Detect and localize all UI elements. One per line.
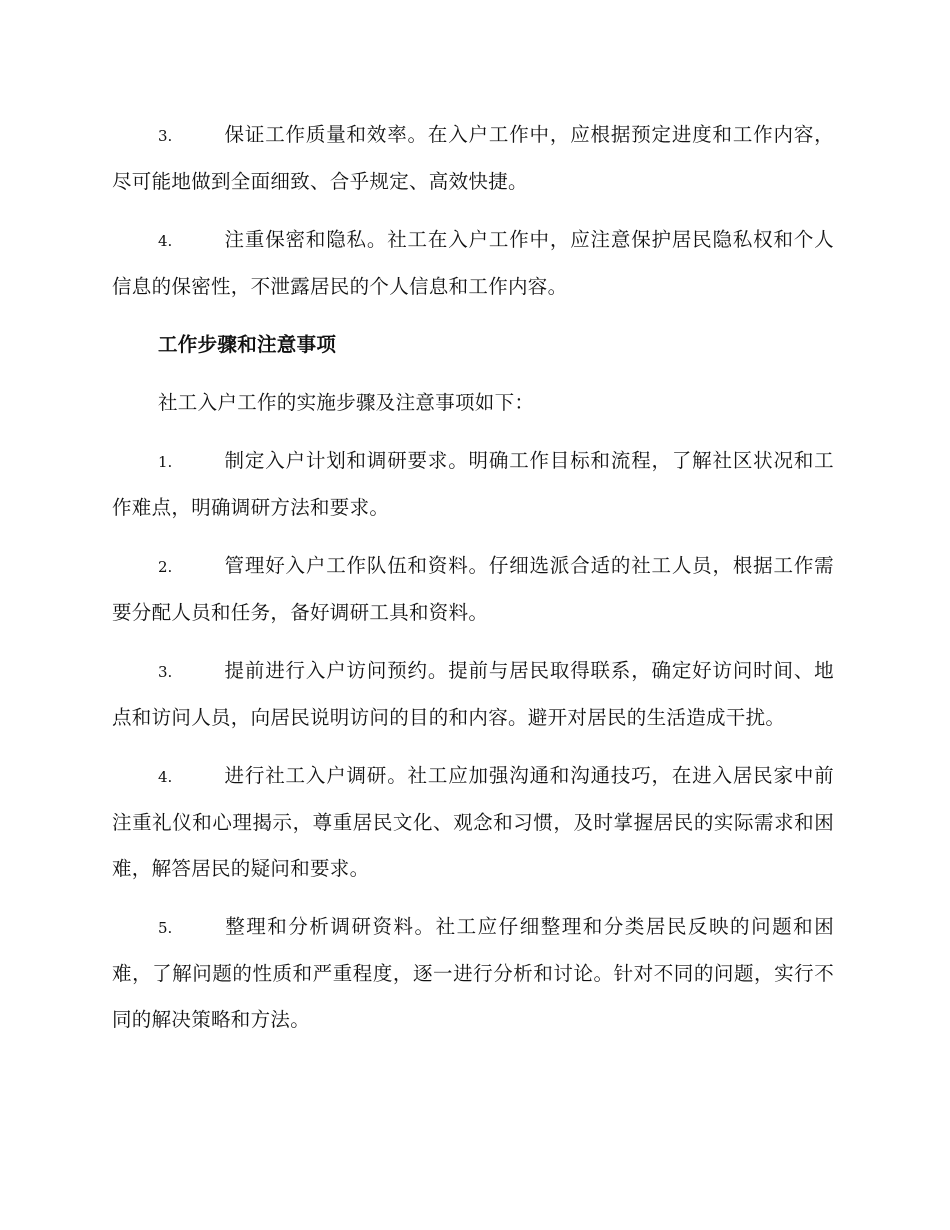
- list-text: 提前进行入户访问预约。提前与居民取得联系，确定好访问时间、地点和访问人员，向居民说明访问的目的和内容。避开对居民的生活造成干扰。: [112, 659, 834, 729]
- list-text: 制定入户计划和调研要求。明确工作目标和流程，了解社区状况和工作难点，明确调研方法和要求。: [112, 449, 834, 519]
- list-text: 整理和分析调研资料。社工应仔细整理和分类居民反映的问题和困难，了解问题的性质和严重程度，逐一进行分析和讨论。针对不同的问题，实行不同的解决策略和方法。: [112, 915, 834, 1031]
- list-item: [112, 753, 834, 892]
- list-item: [112, 438, 834, 531]
- list-number: 5.: [158, 919, 173, 937]
- section-intro: 社工入户工作的实施步骤及注意事项如下：: [158, 391, 535, 414]
- list-number: 4.: [158, 768, 173, 786]
- list-item: [112, 217, 834, 310]
- list-item: [112, 112, 834, 205]
- list-number: 2.: [158, 558, 173, 576]
- list-item: [112, 648, 834, 741]
- list-number: 3.: [158, 127, 173, 145]
- list-number: 4.: [158, 232, 173, 250]
- list-text: 保证工作质量和效率。在入户工作中，应根据预定进度和工作内容，尽可能地做到全面细致、合乎规定、高效快捷。: [112, 123, 834, 193]
- list-number: 1.: [158, 453, 173, 471]
- list-item: [112, 543, 834, 636]
- list-text: 进行社工入户调研。社工应加强沟通和沟通技巧，在进入居民家中前注重礼仪和心理揭示，尊重居民文化、观念和习惯，及时掌握居民的实际需求和困难，解答居民的疑问和要求。: [112, 764, 834, 880]
- list-text: 管理好入户工作队伍和资料。仔细选派合适的社工人员，根据工作需要分配人员和任务，备好调研工具和资料。: [112, 554, 834, 624]
- list-item: [112, 904, 834, 1043]
- list-number: 3.: [158, 663, 173, 681]
- list-text: 注重保密和隐私。社工在入户工作中，应注意保护居民隐私权和个人信息的保密性，不泄露居民的个人信息和工作内容。: [112, 228, 834, 298]
- document-body: [112, 112, 834, 1055]
- section-heading: 工作步骤和注意事项: [158, 333, 337, 356]
